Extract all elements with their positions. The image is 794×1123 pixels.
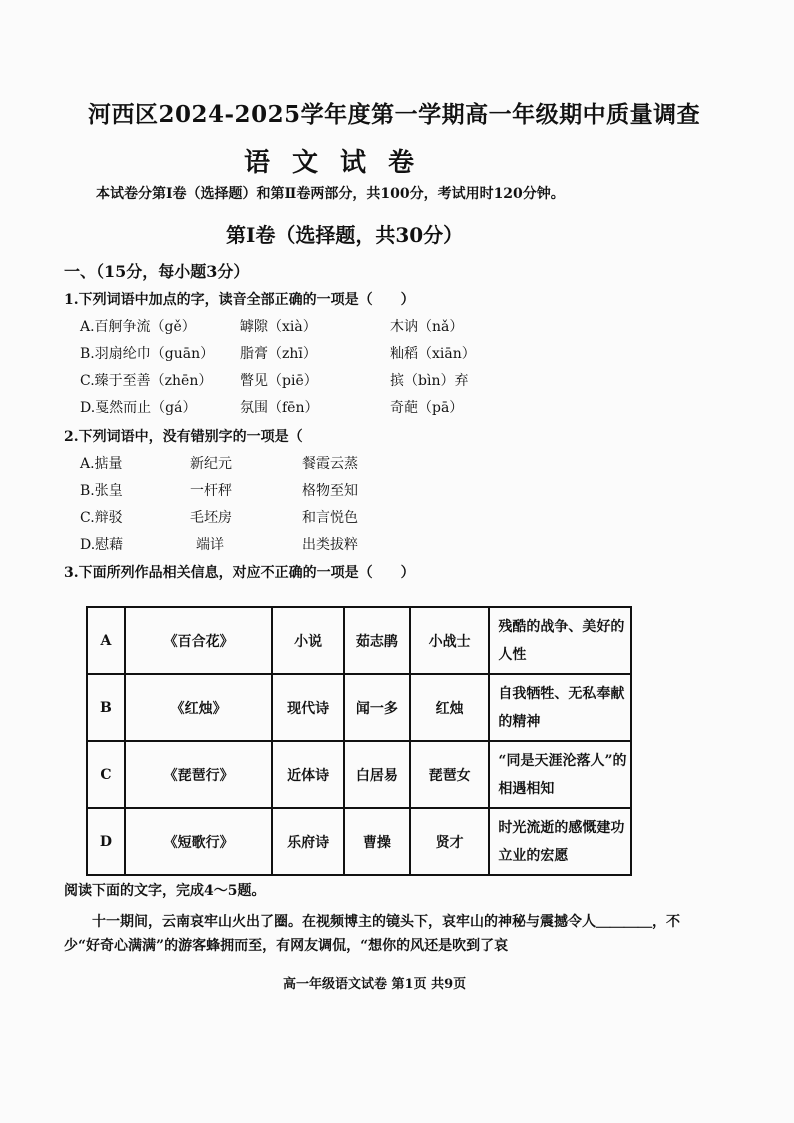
q1-option-d-col2: 氛围（fēn） — [240, 400, 319, 416]
q1-option-d-col1: D.戛然而止（gá） — [80, 400, 197, 416]
work-author: 白居易 — [344, 741, 410, 808]
work-theme: 自我牺牲、无私奉献的精神 — [489, 674, 631, 741]
q1-option-a-col2: 罅隙（xià） — [240, 319, 317, 335]
work-theme: 残酷的战争、美好的人性 — [489, 607, 631, 674]
q1-option-c-col1: C.臻于至善（zhēn） — [80, 373, 213, 389]
table-row — [87, 607, 631, 674]
q2-option-d-col2: 端详 — [196, 537, 224, 553]
q1-option-b-col1: B.羽扇纶巾（guān） — [80, 346, 215, 362]
row-letter: A — [87, 607, 125, 674]
table-row — [87, 741, 631, 808]
work-title: 《琵琶行》 — [125, 741, 272, 808]
page-footer: 高一年级语文试卷 第1页 共9页 — [283, 977, 467, 992]
exam-intro: 本试卷分第Ⅰ卷（选择题）和第Ⅱ卷两部分，共100分，考试用时120分钟。 — [96, 186, 565, 202]
work-author: 闻一多 — [344, 674, 410, 741]
work-author: 茹志鹃 — [344, 607, 410, 674]
exam-title: 河西区2024-2025学年度第一学期高一年级期中质量调查 — [88, 101, 701, 128]
q2-option-c-col3: 和言悦色 — [302, 510, 358, 526]
work-image: 琵琶女 — [410, 741, 490, 808]
reading-paragraph: 十一期间，云南哀牢山火出了圈。在视频博主的镜头下，哀牢山的神秘与震撼令人＿＿＿＿，不少“好奇心满满”的游客蜂拥而至，有网友调侃，“想你的风还是吹到了哀 — [64, 914, 680, 954]
q1-option-a-col3: 木讷（nǎ） — [390, 319, 464, 335]
q2-option-d-col1: D.慰藉 — [80, 537, 124, 553]
table-row — [87, 674, 631, 741]
q2-option-b-col1: B.张皇 — [80, 483, 123, 499]
q1-option-b-col3: 籼稻（xiān） — [390, 346, 476, 362]
work-genre: 近体诗 — [272, 741, 344, 808]
question-2-stem: 2.下列词语中，没有错别字的一项是（ — [64, 429, 303, 445]
q2-option-d-col3: 出类拔粹 — [302, 537, 358, 553]
row-letter: C — [87, 741, 125, 808]
row-letter: D — [87, 808, 125, 875]
question-1-stem: 1.下列词语中加点的字，读音全部正确的一项是（ ） — [64, 292, 415, 308]
section-heading: 一、（15分，每小题3分） — [64, 262, 250, 281]
exam-subtitle: 语文试卷 — [244, 148, 437, 178]
works-table — [86, 606, 632, 876]
work-genre: 乐府诗 — [272, 808, 344, 875]
work-image: 红烛 — [410, 674, 490, 741]
q2-option-b-col2: 一杆秤 — [190, 483, 232, 499]
work-image: 小战士 — [410, 607, 490, 674]
q1-option-a-col1: A.百舸争流（gě） — [80, 319, 196, 335]
work-author: 曹操 — [344, 808, 410, 875]
table-row — [87, 808, 631, 875]
q2-option-a-col2: 新纪元 — [190, 456, 232, 472]
row-letter: B — [87, 674, 125, 741]
q2-option-b-col3: 格物至知 — [302, 483, 358, 499]
q1-option-c-col3: 摈（bìn）弃 — [390, 373, 469, 389]
part-title: 第Ⅰ卷（选择题，共30分） — [226, 223, 464, 247]
work-genre: 现代诗 — [272, 674, 344, 741]
work-title: 《红烛》 — [125, 674, 272, 741]
work-genre: 小说 — [272, 607, 344, 674]
q2-option-c-col1: C.辩驳 — [80, 510, 123, 526]
q2-option-a-col3: 餐霞云蒸 — [302, 456, 358, 472]
work-theme: 时光流逝的感慨建功立业的宏愿 — [489, 808, 631, 875]
work-title: 《短歌行》 — [125, 808, 272, 875]
work-theme: “同是天涯沦落人”的相遇相知 — [489, 741, 631, 808]
q2-option-c-col2: 毛坯房 — [190, 510, 232, 526]
q2-option-a-col1: A.掂量 — [80, 456, 123, 472]
q1-option-b-col2: 脂膏（zhī） — [240, 346, 317, 362]
question-3-stem: 3.下面所列作品相关信息，对应不正确的一项是（ ） — [64, 565, 415, 581]
work-title: 《百合花》 — [125, 607, 272, 674]
reading-instruction: 阅读下面的文字，完成4～5题。 — [64, 883, 266, 899]
q1-option-c-col2: 瞥见（piē） — [240, 373, 318, 389]
q1-option-d-col3: 奇葩（pā） — [390, 400, 464, 416]
work-image: 贤才 — [410, 808, 490, 875]
